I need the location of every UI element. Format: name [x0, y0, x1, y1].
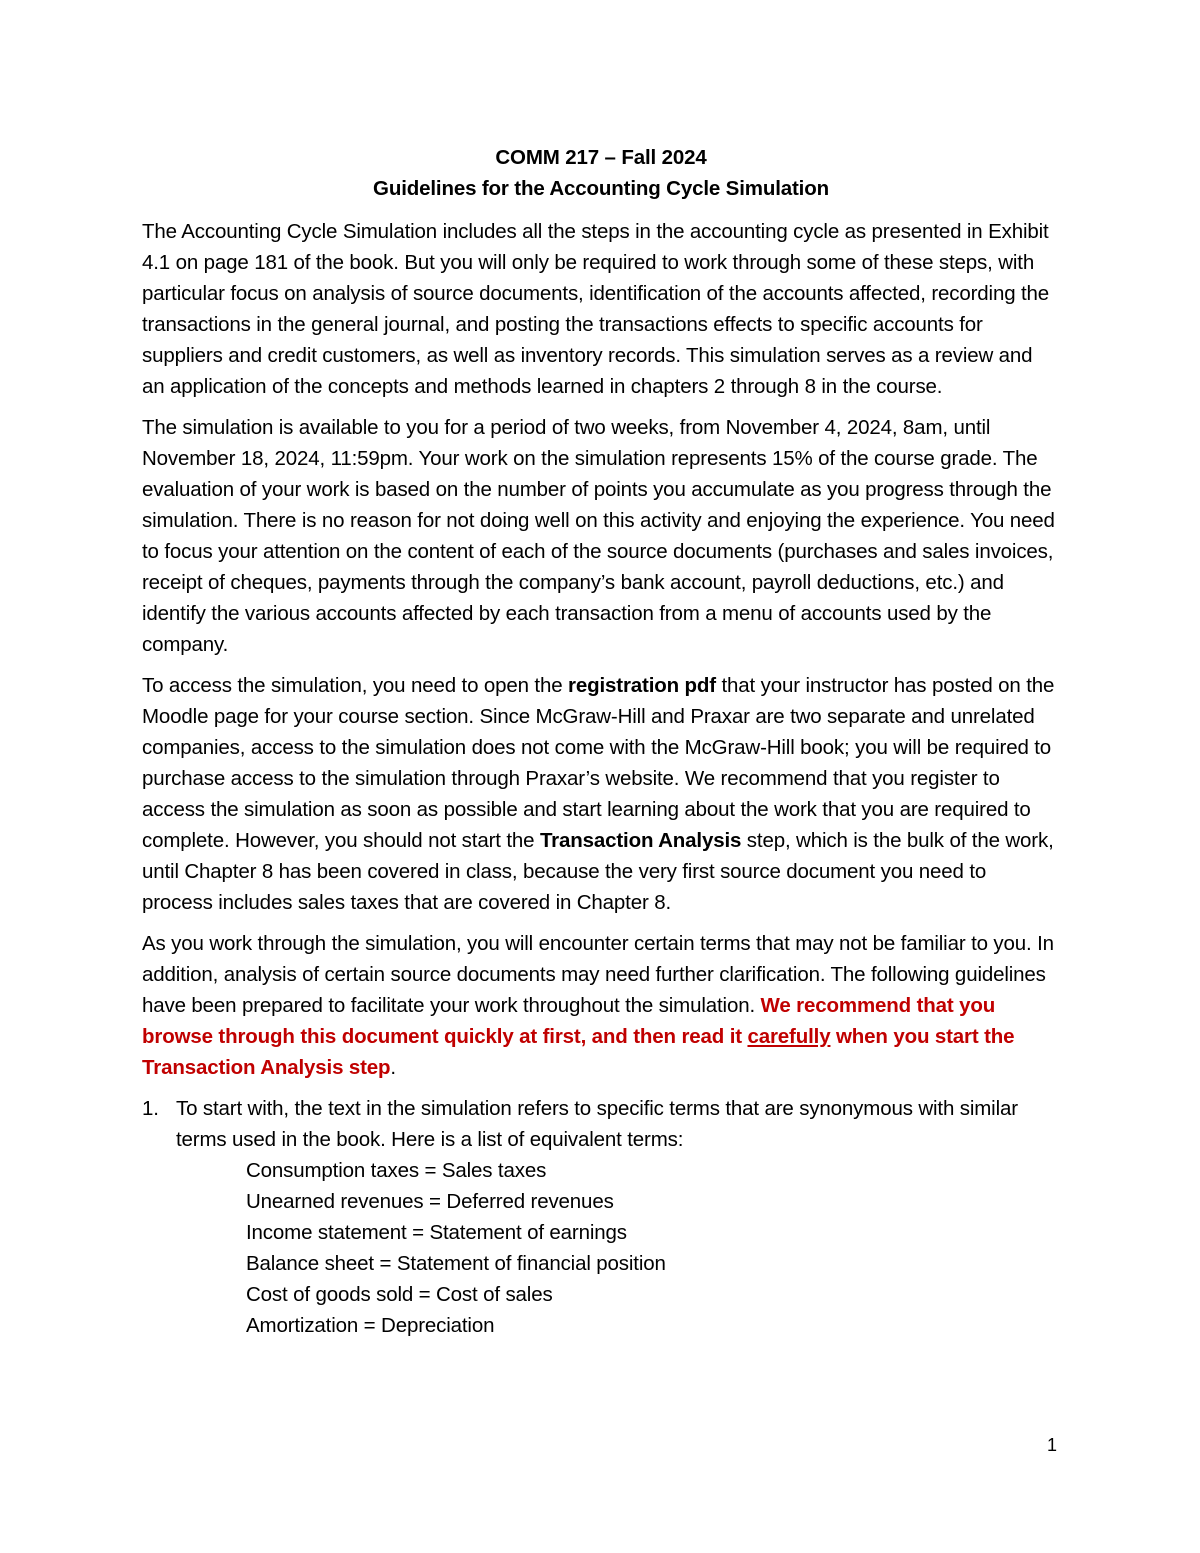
term-line: Cost of goods sold = Cost of sales	[246, 1283, 553, 1306]
term-line: Income statement = Statement of earnings	[246, 1221, 627, 1244]
recommendation-text-1: We recommend that you browse through this document quickly at first, and then read it	[142, 994, 996, 1048]
registration-pdf-emphasis: registration pdf	[568, 674, 716, 697]
paragraph-overview: The Accounting Cycle Simulation includes all the steps in the accounting cycle as presented in Exhibit 4.1 on page 181 of the book. But you will only be required to work through some of these steps, with particular focus on analysis of source documents, identification of the accounts affected, recording the transactions in the general journal, and posting the transactions effects to specific accounts for suppliers and credit customers, as well as inventory records. This simulation serves as a review and an application of the concepts and methods learned in chapters 2 through 8 in the course.	[142, 220, 1050, 398]
access-text-3: step, which is the bulk of the work, until Chapter 8 has been covered in class, because the very first source document you need to process includes sales taxes that are covered in Chapter 8.	[142, 829, 1054, 914]
page-number: 1	[1046, 1435, 1057, 1455]
document-body	[142, 142, 1060, 1341]
paragraph-guidelines	[142, 928, 1060, 1083]
recommendation-text-2: when you start the Transaction Analysis step	[142, 1025, 1015, 1079]
course-heading: COMM 217 – Fall 2024	[495, 146, 707, 169]
list-item-number: 1.	[142, 1097, 159, 1120]
term-line: Balance sheet = Statement of financial position	[246, 1252, 666, 1275]
guidelines-text: As you work through the simulation, you will encounter certain terms that may not be familiar to you. In addition, analysis of certain source documents may need further clarification. The following guidelines have been prepared to facilitate your work throughout the simulation.	[142, 932, 1054, 1017]
transaction-analysis-emphasis: Transaction Analysis	[539, 829, 742, 852]
paragraph-availability: The simulation is available to you for a period of two weeks, from November 4, 2024, 8am, until November 18, 2024, 11:59pm. Your work on the simulation represents 15% of the course grade. The evaluation of your work is based on the number of points you accumulate as you progress through the simulation. There is no reason for not doing well on this activity and enjoying the experience. You need to focus your attention on the content of each of the source documents (purchases and sales invoices, receipt of cheques, payments through the company’s bank account, payroll deductions, etc.) and identify the various accounts affected by each transaction from a menu of accounts used by the company.	[142, 416, 1055, 656]
guidelines-list	[142, 1093, 1060, 1341]
access-text-1: To access the simulation, you need to open the	[142, 674, 569, 697]
guidelines-end: .	[390, 1056, 396, 1079]
list-item	[142, 1093, 1060, 1341]
term-line: Unearned revenues = Deferred revenues	[246, 1190, 614, 1213]
list-item-text: To start with, the text in the simulation refers to specific terms that are synonymous with similar terms used in the book. Here is a list of equivalent terms:	[176, 1097, 1018, 1151]
access-text-2: that your instructor has posted on the Moodle page for your course section. Since McGraw-Hill and Praxar are two separate and unrelated companies, access to the simulation does not come with the McGraw-Hill book; you will be required to purchase access to the simulation through Praxar’s website. We recommend that you register to access the simulation as soon as possible and start learning about the work that you are required to complete. However, you should not start the	[142, 674, 1055, 852]
term-line: Consumption taxes = Sales taxes	[246, 1159, 547, 1182]
paragraph-access	[142, 670, 1060, 918]
recommendation-carefully: carefully	[747, 1025, 831, 1048]
document-title: Guidelines for the Accounting Cycle Simulation	[373, 177, 829, 200]
equivalent-terms-list	[176, 1155, 1060, 1341]
term-line: Amortization = Depreciation	[246, 1314, 495, 1337]
